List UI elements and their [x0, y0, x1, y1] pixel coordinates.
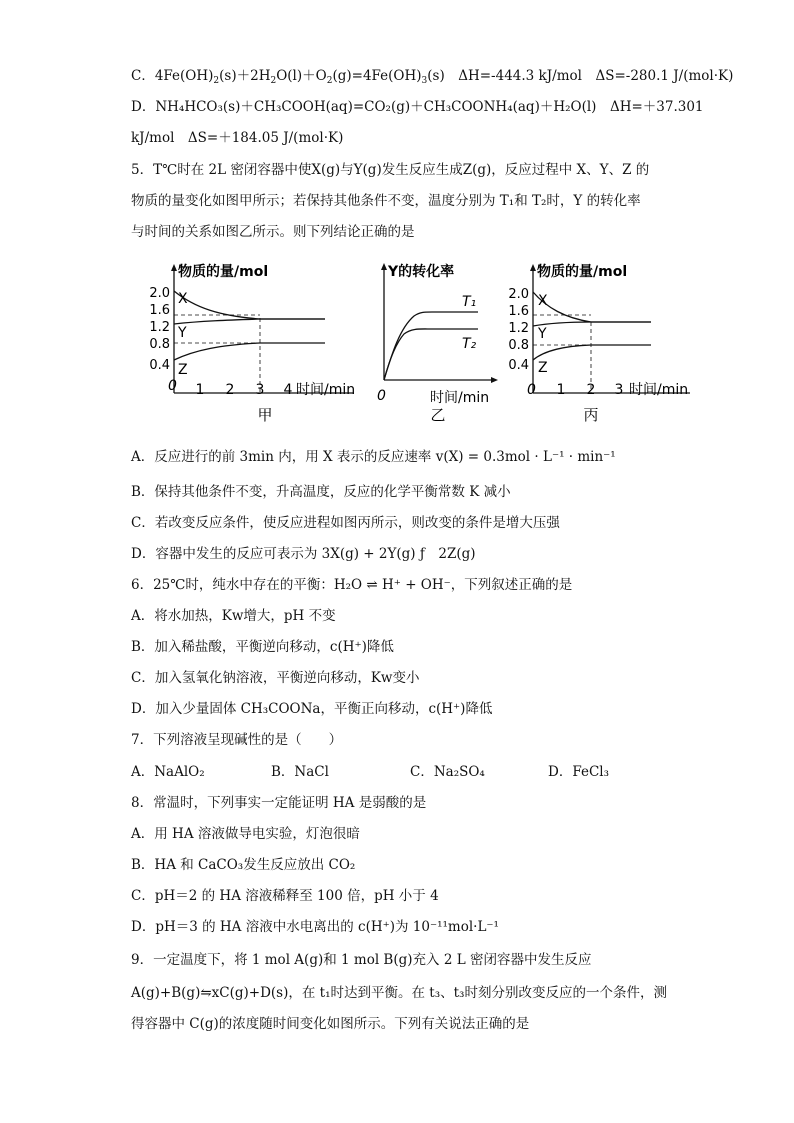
fig-yi-origin: 0: [377, 388, 386, 404]
q5-stem-line2: 物质的量变化如图甲所示；若保持其他条件不变，温度分别为 T₁和 T₂时，Y 的转化率: [131, 193, 641, 209]
q7-option-a: A．NaAlO₂: [131, 764, 205, 780]
fig-jia-xlabel: 时间/min: [296, 382, 356, 398]
q7-option-d: D．FeCl₃: [548, 764, 610, 780]
fig-jia-ytick: 1.2: [149, 320, 170, 335]
figure-bing: [505, 258, 705, 432]
q5-stem-line1: 5．T℃时在 2L 密闭容器中使X(g)与Y(g)发生反应生成Z(g)，反应过程中 X、Y、Z 的: [131, 162, 650, 178]
q5-option-b: B．保持其他条件不变，升高温度，反应的化学平衡常数 K 减小: [131, 484, 511, 500]
q5-option-d: D．容器中发生的反应可表示为 3X(g) + 2Y(g) ƒ 2Z(g): [131, 546, 476, 562]
fig-jia-ytick: 1.6: [149, 303, 170, 318]
q8-option-b: B．HA 和 CaCO₃发生反应放出 CO₂: [131, 857, 356, 873]
fig-bing-label-z: Z: [538, 360, 548, 376]
fig-bing-curve-x: [533, 292, 651, 322]
fig-jia-ytick: 0.4: [149, 358, 170, 373]
q6-option-a: A．将水加热，Kw增大，pH 不变: [131, 608, 336, 624]
fig-jia-xtick: 2: [225, 382, 235, 398]
fig-bing-xtick: 1: [556, 382, 566, 398]
fig-yi-label-t2: T₂: [462, 336, 477, 352]
fig-bing-label-x: X: [538, 293, 548, 309]
q4-option-c: C．$4Fe(OH)_2(s)+2H_2O(l)+O_2(g)=4Fe(OH)_3(s)$ ΔH=-444.3 kJ/mol ΔS=-280.1 J/(mol·K): [131, 68, 734, 86]
q9-line1: 9．一定温度下，将 1 mol A(g)和 1 mol B(g)充入 2 L 密闭容器中发生反应: [131, 952, 592, 968]
fig-bing-y-arrow: [530, 264, 536, 271]
q9-line2: A(g)+B(g)⇋xC(g)+D(s)，在 t₁时达到平衡。在 t₃、t₃时刻分别改变反应的一个条件，测: [131, 985, 667, 1001]
figure-yi: [372, 258, 512, 432]
fig-bing-curve-z: [533, 345, 651, 360]
q5-option-c: C．若改变反应条件，使反应进程如图丙所示，则改变的条件是增大压强: [131, 515, 560, 531]
fig-jia-label-x: X: [178, 291, 188, 307]
fig-yi-y-arrow: [381, 263, 387, 270]
fig-bing-ytick: 0.8: [508, 338, 529, 353]
q6-option-c: C．加入氢氧化钠溶液，平衡逆向移动，Kw变小: [131, 670, 420, 686]
fig-bing-ytick: 1.2: [508, 321, 529, 336]
figure-jia: [140, 258, 370, 432]
q7-option-b: B．NaCl: [271, 764, 329, 780]
q5-stem-line3: 与时间的关系如图乙所示。则下列结论正确的是: [131, 224, 415, 240]
fig-bing-ytick: 2.0: [508, 287, 529, 302]
fig-jia-ylabel: 物质的量/mol: [178, 264, 269, 280]
fig-jia-y-arrow: [171, 264, 177, 271]
fig-jia-xtick: 1: [195, 382, 205, 398]
fig-yi-xlabel: 时间/min: [430, 390, 490, 406]
fig-bing-label-y: Y: [538, 326, 547, 342]
fig-bing-caption: 丙: [583, 406, 599, 424]
fig-jia-xtick: 0: [168, 378, 177, 394]
q7-options: [131, 762, 691, 782]
fig-jia-xtick: 3: [255, 382, 265, 398]
fig-bing-xtick: 3: [614, 382, 624, 398]
fig-jia-ytick: 2.0: [149, 286, 170, 301]
fig-bing-ytick: 0.4: [508, 358, 529, 373]
fig-jia-caption: 甲: [257, 406, 273, 424]
fig-jia-curve-y: [174, 319, 325, 324]
q4-option-d-line1: D．NH₄HCO₃(s)＋CH₃COOH(aq)=CO₂(g)＋CH₃COONH₄(aq)＋H₂O(l) ΔH=＋37.301: [131, 99, 704, 115]
q6-stem: 6．25℃时，纯水中存在的平衡：H₂O ⇌ H⁺ + OH⁻，下列叙述正确的是: [131, 577, 573, 593]
fig-yi-x-arrow: [491, 377, 498, 383]
fig-yi-caption: 乙: [430, 406, 446, 424]
fig-bing-xtick: 0: [527, 382, 536, 398]
q8-stem: 8．常温时，下列事实一定能证明 HA 是弱酸的是: [131, 795, 427, 811]
q7-option-c: C．Na₂SO₄: [410, 764, 485, 780]
fig-jia-xtick: 4: [283, 382, 293, 398]
q5-option-a: A．反应进行的前 3min 内，用 X 表示的反应速率 v(X) = 0.3mol · L⁻¹ · min⁻¹: [131, 449, 616, 465]
fig-bing-xlabel: 时间/min: [629, 382, 689, 398]
fig-bing-curve-y: [533, 322, 651, 326]
q4-option-d-line2: kJ/mol ΔS=＋184.05 J/(mol·K): [131, 130, 344, 146]
q6-option-b: B．加入稀盐酸，平衡逆向移动，c(H⁺)降低: [131, 639, 394, 655]
fig-jia-label-y: Y: [178, 325, 187, 341]
q8-option-d: D．pH＝3 的 HA 溶液中水电离出的 c(H⁺)为 10⁻¹¹mol·L⁻¹: [131, 919, 499, 935]
fig-jia-curve-z: [174, 343, 325, 360]
fig-yi-ylabel: Y的转化率: [388, 264, 455, 280]
q8-option-c: C．pH＝2 的 HA 溶液稀释至 100 倍，pH 小于 4: [131, 888, 439, 904]
fig-jia-ytick: 0.8: [149, 337, 170, 352]
fig-bing-xtick: 2: [586, 382, 596, 398]
q7-stem: 7．下列溶液呈现碱性的是（ ）: [131, 732, 343, 748]
q8-option-a: A．用 HA 溶液做导电实验，灯泡很暗: [131, 826, 360, 842]
fig-yi-label-t1: T₁: [462, 294, 477, 310]
q9-line3: 得容器中 C(g)的浓度随时间变化如图所示。下列有关说法正确的是: [131, 1016, 530, 1032]
fig-jia-label-z: Z: [178, 362, 188, 378]
fig-bing-ytick: 1.6: [508, 304, 529, 319]
q6-option-d: D．加入少量固体 CH₃COONa，平衡正向移动，c(H⁺)降低: [131, 701, 493, 717]
fig-bing-ylabel: 物质的量/mol: [537, 264, 628, 280]
